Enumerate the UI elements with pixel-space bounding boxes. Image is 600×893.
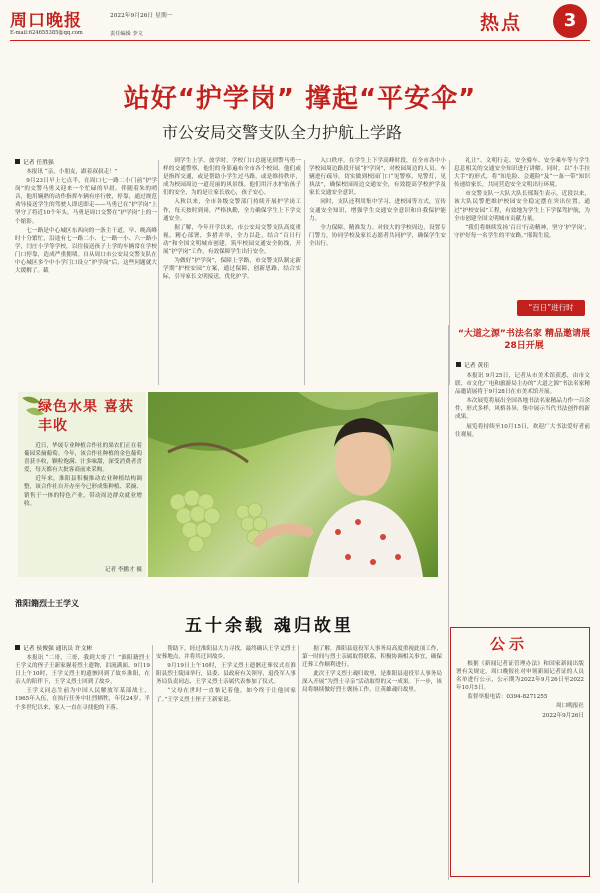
paragraph: 据了解，今年开学以来，市公安局交警支队高度重视，精心部署，多措并举，全力以赴，结合“百日行动”和全国文明城市创建，筑牢校园交通安全防线，开展“护学岗”工作，有效保障学生出行安全。 — [163, 224, 301, 256]
lead-headline: 站好“护学岗” 撑起“平安伞” — [123, 84, 477, 114]
byline-square-icon — [15, 645, 20, 650]
paragraph: 9月19日上午10时，王学义烈士遗骸迁葬仪式在淮阳县烈士陵园举行，县委、县政府有关领导，退役军人事务局负责同志，王学义烈士亲属代表参加了仪式。 — [156, 663, 296, 686]
side-byline — [456, 360, 489, 369]
paragraph: 七一路是中心城区东西向的一条主干道，早、晚高峰时十分繁忙，沿途有七一路二小、七一路一小、六一路小学，闫庄小学等学校，以往接送孩子上学的车辆常在学校门口停靠，造成严重拥堵。自从周口市公安局交警支队在中心城区多个中小学门口设立“护学岗”后，这些问题就大大缓解了。截 — [15, 227, 157, 275]
contact-email: E-mail:624655385@qq.com — [10, 30, 83, 36]
newspaper-logo: 周口晚报 — [10, 11, 82, 31]
paragraph: 近日，华晟专业种植合作社的果农们正在着葡园采摘葡萄。今年，该合作社种植的金色葡萄喜获丰收，颗粒饱满、汁多味甜，深受消费者喜爱，每天都有大批客商前来采购。 — [24, 443, 142, 474]
paragraph: “父母在世时一直惦记着他，如今终于让他回家了。”王学义烈士侄子王新家说。 — [156, 688, 296, 703]
paragraph: 近年来，淮阳县积极推动农业种植结构调整，该合作社自开办至今已形成集种植、采摘、销售于一体的特色产业，带动周边群众就业增收。 — [24, 476, 142, 507]
photo-story-text — [24, 442, 142, 560]
paragraph: 为做好“护学岗”，保障上学路，市交警支队制定新学期“护校安园”方案，通过保障，创新思路，结合实际，引导家长文明接送，优化护学。 — [163, 258, 301, 281]
grape-harvest-photo — [148, 392, 438, 577]
paragraph: 王学义同志生前为中国人民解放军某部战士，1965年入伍，在执行任务中壮烈牺牲，年仅24岁。半个多世纪以来，家人一直在寻找他的下落。 — [15, 688, 150, 711]
photo-credit: 记者 李鹏才 摄 — [104, 567, 142, 573]
lead-column-4 — [454, 157, 590, 297]
side-story-text — [455, 372, 590, 620]
paragraph: 礼让”、文明行走、安全骑车、安全乘车等与学生息息相关的交通安全知识进行讲解。同时，以“小手拉大手”的形式，将“知危险、会避险”及“一盔一带”知识传递给家长，共同营造安全文明出行环境。 — [454, 158, 590, 189]
paragraph: 本次展览将展出全国各地书法名家精品力作一百余件，形式多样，风格各异，集中展示当代书法创作的新成果。 — [455, 398, 590, 421]
paragraph: 本报讯 9月25日，记者从市美术馆获悉，由市文联、市文化广电和旅游局主办的“大道之源”书法名家精品邀请展将于9月28日在市美术馆开展。 — [455, 373, 590, 396]
side-byline-text: 记者 黄佳 — [464, 363, 490, 369]
lead-column-1 — [15, 168, 157, 383]
issue-date: 2022年9月26日 星期一 — [110, 13, 173, 19]
masthead-divider — [10, 40, 590, 41]
story2-kicker: 淮阳籍烈士王学义 — [15, 599, 79, 608]
paragraph: 根据《新闻记者证管理办法》和国家新闻出版署有关规定，周口晚报社对申领新闻记者证的人员名单进行公示，公示期为2022年9月26日至2022年10月5日。 — [456, 661, 584, 692]
lead-column-2 — [163, 157, 301, 385]
paragraph: 此次王学义烈士魂归故里，是淮阳县退役军人事务局深入开展“为烈士寻亲”活动取得的又一成果。下一步，该局将继续做好烈士褒扬工作，让英雄魂归故里。 — [302, 671, 442, 694]
story2-column-3 — [302, 645, 442, 883]
section-name: 热点 — [480, 12, 523, 34]
paragraph: 市交警支队一大队大队长邢海生表示，近段以来，该大队民警把维护校园安全稳定摆在突出位置，通过“护校安园”工程，有效地为学生上下学保驾护航，为全市创建全国文明城市贡献力量。 — [454, 191, 590, 222]
notice-title: 公示 — [490, 635, 529, 653]
paragraph: 9月23日早上七点半，在周口七一路二小门前“护学岗”的交警马勇又迎来一个忙碌的早晨。伴随着朱的哨音，他用娴熟的动作指挥车辆有序行驶，停靠，通过规范劝导接送学生的驾驶人即送即走——马勇已在“护学岗”上坚守了将近10个年头。马勇是周口交警在“护学岗”上的一个缩影。 — [15, 178, 157, 225]
grape-picker-illustration-icon — [148, 392, 438, 577]
story2-byline-text: 记者 侯俊强 通讯员 许文彬 — [23, 646, 93, 652]
story2-byline — [15, 643, 92, 652]
paragraph: “我们将继续发扬‘百日’行动精神，坚守‘护学岗’，守护好每一名学生的平安路。”邢海生说。 — [454, 224, 590, 239]
paragraph: 全力保障，精准发力。对较大的学校周边，设置专门警力，协同学校及家长志愿者共同护学，确保学生安全出行。 — [309, 224, 446, 247]
byline-square-icon — [15, 159, 20, 164]
page-number-badge: 3 — [553, 4, 587, 38]
responsible-editor: 责任编辑 李文 — [110, 31, 143, 37]
paragraph: 帮助下，经过淮阳县大力寻找，最终确认王学义烈士安葬地点，并将其迁回故乡。 — [156, 646, 296, 661]
paragraph: 展览将持续至10月15日，欢迎广大书法爱好者前往观展。 — [455, 423, 590, 438]
byline-square-icon — [456, 362, 461, 367]
paragraph: 入口秩序。在学生上下学高峰时段，在全市各中小学校园周边路段开展“护学岗”，对校园周边的人员、车辆进行疏导，切实做到校园门口“见警察，见警灯，见执法”，确保校园周边交通安全，有效提高学校护学及家长交通安全意识。 — [309, 158, 446, 197]
story2-column-2 — [156, 645, 296, 883]
lead-byline — [15, 157, 54, 166]
lead-subhead: 市公安局交警支队全力护航上学路 — [162, 123, 403, 142]
paragraph: 据了解，淮阳县退役军人事务局高度重视此项工作，第一时间与烈士亲属取得联系，积极协调相关事宜，确保迁葬工作顺利进行。 — [302, 646, 442, 669]
side-story-title: “大道之源”书法名家 精品邀请展28日开展 — [458, 329, 590, 351]
lead-column-3 — [309, 157, 446, 385]
story2-title: 五十余载 魂归故里 — [185, 616, 354, 636]
paragraph: 监督举报电话：0394-8271255 — [467, 694, 548, 701]
story2-column-1 — [15, 654, 150, 882]
paragraph: 同时，支队还利用集中学习、进校园等方式，宣传交通安全知识，增强学生交通安全意识和自我保护能力。 — [309, 199, 446, 222]
notice-text — [456, 660, 584, 872]
continued-tag: “百日”进行时 — [517, 300, 585, 316]
paragraph: 2022年9月26日 — [542, 712, 584, 719]
paragraph: 本报讯 “二哥，三哥，我到大哥了！”淮阳籍烈士王学义的侄子王新家握着烈士遗物，泪流满面。9月19日上午10时，王学义烈士的遗骸回到了故乡淮阳，在亲人的陪伴下，王学义烈士回到了故乡。 — [15, 655, 150, 686]
paragraph: 本报讯 “亲，小朋友，跟着叔叔走！” — [26, 169, 118, 175]
lead-byline-text: 记者 任胜强 — [23, 160, 54, 166]
photo-story-title: 绿色水果 喜获丰收 — [38, 399, 134, 434]
paragraph: 入秋以来，全市各级交警部门持续开展护学岗工作，每天按时到岗，严格执勤，全力确保学生上下学交通安全。 — [163, 199, 301, 222]
paragraph: 到学生上学、放学时，学校门口总能见到警马勇一样的交通警察，他们的身影遍布全市各个校园，他们或是指挥交通，或是帮助小学生过马路，或是维持秩序，成为校园周边一道亮丽的风景线。他们用汗水护佑孩子们的安全，为的是让家长放心，孩子安心。 — [163, 158, 301, 197]
paragraph: 周口晚报社 — [556, 703, 584, 710]
